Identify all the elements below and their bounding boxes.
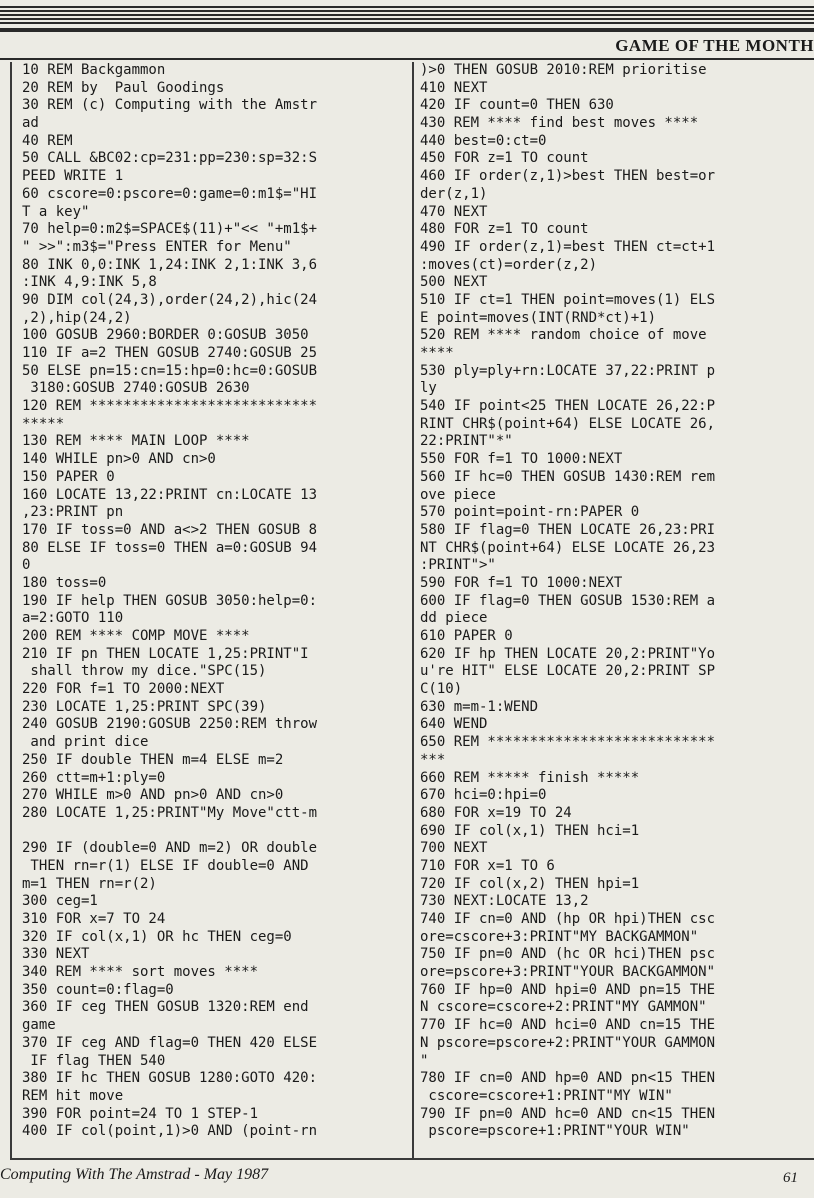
code-line: 360 IF ceg THEN GOSUB 1320:REM end bbox=[22, 999, 309, 1016]
code-line: " >>":m3$="Press ENTER for Menu" bbox=[22, 238, 292, 255]
code-line: 120 REM *************************** bbox=[22, 398, 318, 415]
code-line: 740 IF cn=0 AND (hp OR hpi)THEN csc bbox=[420, 911, 716, 927]
code-line: ,2),hip(24,2) bbox=[22, 309, 132, 326]
code-line: E point=moves(INT(RND*ct)+1) bbox=[420, 309, 657, 326]
code-line bbox=[22, 823, 408, 841]
code-line: 390 FOR point=24 TO 1 STEP-1 bbox=[22, 1105, 259, 1122]
header-rule-lines bbox=[0, 6, 814, 26]
code-line: shall throw my dice."SPC(15) bbox=[22, 663, 267, 680]
code-line: 150 PAPER 0 bbox=[22, 468, 115, 485]
code-line: 790 IF pn=0 AND hc=0 AND cn<15 THEN bbox=[420, 1105, 716, 1122]
code-line: 270 WHILE m>0 AND pn>0 AND cn>0 bbox=[22, 787, 284, 804]
code-line: REM hit move bbox=[22, 1087, 124, 1104]
code-line: 260 ctt=m+1:ply=0 bbox=[22, 769, 166, 786]
code-line: cscore=cscore+1:PRINT"MY WIN" bbox=[420, 1087, 673, 1104]
code-line: T a key" bbox=[22, 203, 90, 220]
code-line: 22:PRINT"*" bbox=[420, 433, 513, 450]
code-line: 320 IF col(x,1) OR hc THEN ceg=0 bbox=[22, 928, 292, 945]
code-line: 480 FOR z=1 TO count bbox=[420, 221, 589, 238]
code-line: der(z,1) bbox=[420, 185, 488, 202]
code-line: IF flag THEN 540 bbox=[22, 1052, 166, 1069]
code-line: 220 FOR f=1 TO 2000:NEXT bbox=[22, 681, 225, 698]
code-line: )>0 THEN GOSUB 2010:REM prioritise bbox=[420, 62, 707, 78]
code-line: 560 IF hc=0 THEN GOSUB 1430:REM rem bbox=[420, 468, 716, 485]
code-line: 660 REM ***** finish ***** bbox=[420, 769, 640, 786]
code-line: 240 GOSUB 2190:GOSUB 2250:REM throw bbox=[22, 716, 318, 733]
code-line: 60 cscore=0:pscore=0:game=0:m1$="HI bbox=[22, 185, 318, 202]
code-line: 70 help=0:m2$=SPACE$(11)+"<< "+m1$+ bbox=[22, 221, 318, 238]
section-title: GAME OF THE MONTH bbox=[605, 36, 814, 60]
code-line: 130 REM **** MAIN LOOP **** bbox=[22, 433, 250, 450]
code-line: 470 NEXT bbox=[420, 203, 488, 220]
code-line: 330 NEXT bbox=[22, 946, 90, 963]
code-line: 760 IF hp=0 AND hpi=0 AND pn=15 THE bbox=[420, 981, 716, 998]
code-line: ,23:PRINT pn bbox=[22, 504, 124, 521]
code-line: 280 LOCATE 1,25:PRINT"My Move"ctt-m bbox=[22, 804, 318, 821]
code-line: 190 IF help THEN GOSUB 3050:help=0: bbox=[22, 592, 318, 609]
code-line: :moves(ct)=order(z,2) bbox=[420, 256, 598, 273]
header-bar bbox=[0, 28, 814, 32]
code-line: 380 IF hc THEN GOSUB 1280:GOTO 420: bbox=[22, 1070, 318, 1087]
code-line: 460 IF order(z,1)>best THEN best=or bbox=[420, 168, 716, 185]
code-line: m=1 THEN rn=r(2) bbox=[22, 875, 157, 892]
code-line: 720 IF col(x,2) THEN hpi=1 bbox=[420, 875, 640, 892]
code-line: *** bbox=[420, 751, 446, 768]
column-divider bbox=[412, 62, 414, 1160]
code-line: C(10) bbox=[420, 681, 463, 698]
code-line: 490 IF order(z,1)=best THEN ct=ct+1 bbox=[420, 238, 716, 255]
code-line: 290 IF (double=0 AND m=2) OR double bbox=[22, 840, 318, 857]
code-line: 40 REM bbox=[22, 132, 73, 149]
code-line: 3180:GOSUB 2740:GOSUB 2630 bbox=[22, 380, 250, 397]
code-line: 640 WEND bbox=[420, 716, 488, 733]
code-line: 210 IF pn THEN LOCATE 1,25:PRINT"I bbox=[22, 645, 309, 662]
code-line: 610 PAPER 0 bbox=[420, 628, 513, 644]
code-line: 180 toss=0 bbox=[22, 574, 107, 591]
code-line: 580 IF flag=0 THEN LOCATE 26,23:PRI bbox=[420, 521, 716, 538]
code-line: 550 FOR f=1 TO 1000:NEXT bbox=[420, 451, 623, 468]
code-line: 730 NEXT:LOCATE 13,2 bbox=[420, 893, 589, 910]
code-line: :INK 4,9:INK 5,8 bbox=[22, 274, 157, 291]
code-line: a=2:GOTO 110 bbox=[22, 610, 124, 627]
code-line: 570 point=point-rn:PAPER 0 bbox=[420, 504, 640, 521]
code-line: 420 IF count=0 THEN 630 bbox=[420, 97, 614, 114]
code-line: N pscore=pscore+2:PRINT"YOUR GAMMON bbox=[420, 1034, 716, 1051]
code-line: 140 WHILE pn>0 AND cn>0 bbox=[22, 451, 216, 468]
code-line: 440 best=0:ct=0 bbox=[420, 132, 547, 149]
code-line: N cscore=cscore+2:PRINT"MY GAMMON" bbox=[420, 999, 707, 1016]
code-line: 160 LOCATE 13,22:PRINT cn:LOCATE 13 bbox=[22, 486, 318, 503]
code-line: 350 count=0:flag=0 bbox=[22, 981, 174, 998]
code-line: 430 REM **** find best moves **** bbox=[420, 115, 699, 132]
code-line: 680 FOR x=19 TO 24 bbox=[420, 804, 572, 821]
publication-footer: Computing With The Amstrad - May 1987 bbox=[0, 1166, 269, 1183]
code-line: pscore=pscore+1:PRINT"YOUR WIN" bbox=[420, 1123, 690, 1140]
code-line: 250 IF double THEN m=4 ELSE m=2 bbox=[22, 751, 284, 768]
code-line: 340 REM **** sort moves **** bbox=[22, 964, 259, 981]
page-number: 61 bbox=[783, 1170, 798, 1186]
code-line: 230 LOCATE 1,25:PRINT SPC(39) bbox=[22, 698, 267, 715]
code-line: 600 IF flag=0 THEN GOSUB 1530:REM a bbox=[420, 592, 716, 609]
code-line: THEN rn=r(1) ELSE IF double=0 AND bbox=[22, 857, 309, 874]
code-line: 50 ELSE pn=15:cn=15:hp=0:hc=0:GOSUB bbox=[22, 362, 318, 379]
code-line: 590 FOR f=1 TO 1000:NEXT bbox=[420, 574, 623, 591]
code-line: 20 REM by Paul Goodings bbox=[22, 79, 225, 96]
code-line: 410 NEXT bbox=[420, 79, 488, 96]
code-line: game bbox=[22, 1017, 56, 1034]
code-line: ly bbox=[420, 380, 437, 397]
code-line: 170 IF toss=0 AND a<>2 THEN GOSUB 8 bbox=[22, 521, 318, 538]
listing-column-right bbox=[420, 62, 810, 1141]
code-line: 700 NEXT bbox=[420, 840, 488, 857]
code-line: 80 INK 0,0:INK 1,24:INK 2,1:INK 3,6 bbox=[22, 256, 318, 273]
code-line: u're HIT" ELSE LOCATE 20,2:PRINT SP bbox=[420, 663, 716, 680]
code-line: 650 REM *************************** bbox=[420, 734, 716, 751]
code-line: 90 DIM col(24,3),order(24,2),hic(24 bbox=[22, 291, 318, 308]
code-line: 690 IF col(x,1) THEN hci=1 bbox=[420, 822, 640, 839]
code-line: 300 ceg=1 bbox=[22, 893, 98, 910]
code-line: 80 ELSE IF toss=0 THEN a=0:GOSUB 94 bbox=[22, 539, 318, 556]
code-line: 670 hci=0:hpi=0 bbox=[420, 787, 547, 804]
code-line: 620 IF hp THEN LOCATE 20,2:PRINT"Yo bbox=[420, 645, 716, 662]
code-line: 780 IF cn=0 AND hp=0 AND pn<15 THEN bbox=[420, 1070, 716, 1087]
code-line: PEED WRITE 1 bbox=[22, 168, 124, 185]
code-line: **** bbox=[420, 345, 454, 361]
code-line: NT CHR$(point+64) ELSE LOCATE 26,23 bbox=[420, 539, 716, 556]
code-line: 750 IF pn=0 AND (hc OR hci)THEN psc bbox=[420, 946, 716, 963]
code-line: 200 REM **** COMP MOVE **** bbox=[22, 628, 250, 644]
code-line: ore=cscore+3:PRINT"MY BACKGAMMON" bbox=[420, 928, 699, 945]
code-line: 500 NEXT bbox=[420, 274, 488, 291]
code-line: ore=pscore+3:PRINT"YOUR BACKGAMMON" bbox=[420, 964, 716, 981]
code-line: 630 m=m-1:WEND bbox=[420, 698, 539, 715]
code-line: 100 GOSUB 2960:BORDER 0:GOSUB 3050 bbox=[22, 327, 309, 344]
code-line: 310 FOR x=7 TO 24 bbox=[22, 911, 166, 927]
code-line: 400 IF col(point,1)>0 AND (point-rn bbox=[22, 1123, 318, 1140]
code-line: ***** bbox=[22, 415, 65, 432]
code-line: 540 IF point<25 THEN LOCATE 26,22:P bbox=[420, 398, 716, 415]
code-line: 510 IF ct=1 THEN point=moves(1) ELS bbox=[420, 291, 716, 308]
code-line: 710 FOR x=1 TO 6 bbox=[420, 857, 555, 874]
code-line: 0 bbox=[22, 557, 31, 574]
header-divider bbox=[0, 58, 814, 60]
code-line: RINT CHR$(point+64) ELSE LOCATE 26, bbox=[420, 415, 716, 432]
code-line: 50 CALL &BC02:cp=231:pp=230:sp=32:S bbox=[22, 150, 318, 167]
code-line: 370 IF ceg AND flag=0 THEN 420 ELSE bbox=[22, 1034, 318, 1051]
code-line: 10 REM Backgammon bbox=[22, 62, 166, 78]
code-line: ad bbox=[22, 115, 39, 132]
code-line: 110 IF a=2 THEN GOSUB 2740:GOSUB 25 bbox=[22, 345, 318, 361]
code-line: " bbox=[420, 1052, 429, 1069]
listing-column-left bbox=[22, 62, 408, 1141]
code-line: dd piece bbox=[420, 610, 488, 627]
code-line: 520 REM **** random choice of move bbox=[420, 327, 707, 344]
code-line: 450 FOR z=1 TO count bbox=[420, 150, 589, 167]
code-line: 30 REM (c) Computing with the Amstr bbox=[22, 97, 318, 114]
code-line: 530 ply=ply+rn:LOCATE 37,22:PRINT p bbox=[420, 362, 716, 379]
code-line: :PRINT">" bbox=[420, 557, 496, 574]
code-line: and print dice bbox=[22, 734, 149, 751]
code-line: ove piece bbox=[420, 486, 496, 503]
code-line: 770 IF hc=0 AND hci=0 AND cn=15 THE bbox=[420, 1017, 716, 1034]
